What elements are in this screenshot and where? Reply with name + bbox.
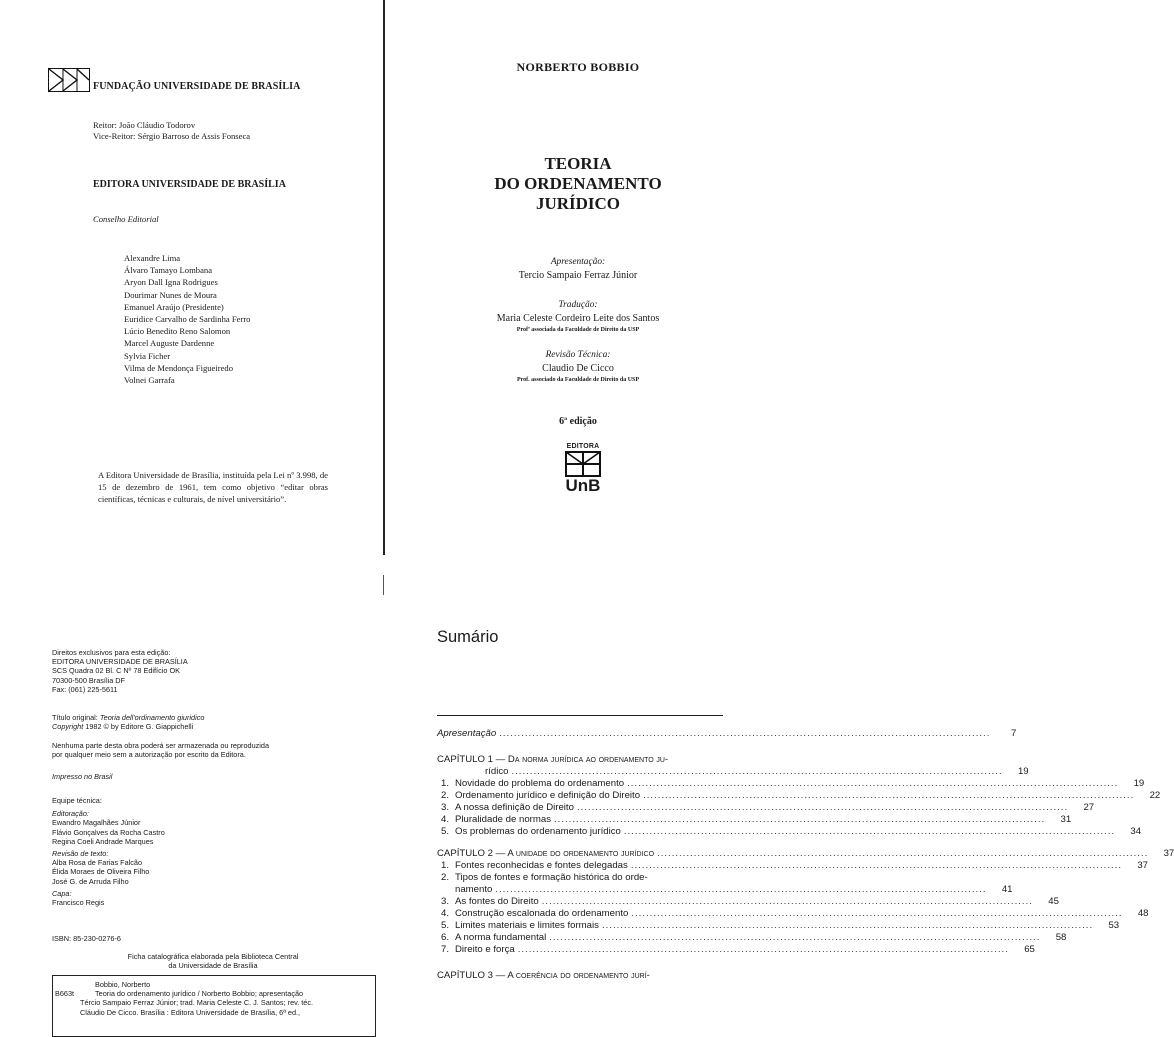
- catalog-line: Teoria do ordenamento jurídico / Norberto Bobbio; apresentação: [95, 989, 304, 999]
- toc-number: 4.: [440, 908, 449, 919]
- toc-title: Fontes reconhecidas e fontes delegadas: [455, 860, 628, 871]
- toc-leader: [627, 778, 1118, 789]
- summary-heading: Sumário: [437, 628, 499, 646]
- member: Emanuel Araújo (Presidente): [124, 301, 224, 312]
- original-title-value: Teoria dell'ordinamento giuridico: [99, 713, 205, 722]
- toc-entry: [437, 778, 1145, 790]
- foundation-name: FUNDAÇÃO UNIVERSIDADE DE BRASÍLIA: [93, 81, 301, 92]
- toc-leader: [549, 932, 1040, 943]
- editoracao-name: Flávio Gonçalves da Rocha Castro: [52, 827, 165, 837]
- toc-title: Construção escalonada do ordenamento: [455, 908, 629, 919]
- toc-leader: [518, 944, 1009, 955]
- original-title-label: Título original:: [52, 713, 98, 722]
- toc-entry: [437, 896, 1059, 908]
- conselho-label: Conselho Editorial: [93, 214, 159, 224]
- toc-title: Direito e força: [455, 944, 515, 955]
- page-gutter: [383, 0, 385, 555]
- council-members: [124, 252, 250, 386]
- toc-page-number: 27: [1083, 802, 1095, 813]
- toc-title: namento: [455, 884, 493, 895]
- toc-number: 5.: [440, 920, 449, 931]
- editoracao-name: Regina Coeli Andrade Marques: [52, 836, 154, 846]
- toc-number: 6.: [440, 932, 449, 943]
- notice-line: Nenhuma parte desta obra poderá ser armazenada ou reproduzida: [52, 741, 270, 750]
- catalog-line: Bobbio, Norberto: [95, 980, 151, 989]
- editoracao-name: Ewandro Magalhães Júnior: [52, 818, 141, 828]
- rights-line: EDITORA UNIVERSIDADE DE BRASÍLIA: [52, 657, 188, 667]
- unb-logo-mark: [564, 451, 602, 477]
- toc-title: Apresentação: [437, 728, 497, 739]
- toc-title: Limites materiais e limites formais: [455, 920, 599, 931]
- revisao-note: Prof. associado da Faculdade de Direito da USP: [516, 377, 640, 383]
- toc-entry: [437, 970, 723, 982]
- ficha-line: Ficha catalográfica elaborada pela Biblioteca Central: [127, 952, 299, 961]
- toc-number: 4.: [440, 814, 449, 825]
- toc-page-number: 34: [1130, 826, 1142, 837]
- toc-title: rídico: [485, 766, 509, 777]
- unb-logo-bottom-text: UnB: [565, 476, 601, 495]
- member: Vilma de Mendonça Figueiredo: [124, 362, 234, 373]
- toc-page-number: 37: [1137, 860, 1148, 871]
- toc-leader: [511, 766, 1002, 777]
- toc-entry: [437, 802, 1095, 814]
- catalog-code: B663t: [55, 989, 75, 998]
- toc-title: Os problemas do ordenamento jurídico: [455, 826, 621, 837]
- notice-line: por qualquer meio sem a autorização por escrito da Editora.: [52, 750, 246, 760]
- toc-page-number: 58: [1055, 932, 1067, 943]
- toc-number: 7.: [440, 944, 449, 955]
- toc-number: 3.: [440, 802, 449, 813]
- toc-title: CAPÍTULO 2 — A unidade do ordenamento jurídico: [437, 848, 655, 859]
- toc-title: CAPÍTULO 3 — A coerência do ordenamento jurí-: [437, 970, 650, 981]
- team-label: Equipe técnica:: [52, 796, 102, 805]
- ficha-block: [52, 952, 374, 970]
- toc-entry: [437, 848, 1174, 860]
- traducao-name: Maria Celeste Cordeiro Leite dos Santos: [496, 313, 660, 324]
- copyright: [52, 722, 204, 731]
- author-name: NORBERTO BOBBIO: [516, 60, 640, 74]
- unb-logo-top-text: EDITORA: [566, 443, 600, 450]
- toc-number: 5.: [440, 826, 449, 837]
- university-officials: [93, 120, 250, 142]
- toc-page-number: 7: [1011, 728, 1017, 739]
- toc-entry: [437, 814, 1072, 826]
- toc-page-number: 45: [1048, 896, 1059, 907]
- fub-logo: [48, 68, 90, 92]
- toc-leader: [499, 728, 990, 739]
- toc-leader: [602, 920, 1093, 931]
- edition: 6ª edição: [559, 416, 597, 427]
- toc-page-number: 41: [1001, 884, 1013, 895]
- isbn: ISBN: 85-230-0276-6: [52, 934, 121, 943]
- traducao-label: Tradução:: [558, 300, 598, 310]
- apresentacao-name: Tercio Sampaio Ferraz Júnior: [518, 270, 638, 281]
- revisao-label: Revisão Técnica:: [545, 350, 611, 360]
- toc-leader: [657, 848, 1148, 859]
- toc-leader: [624, 826, 1115, 837]
- editora-title: EDITORA UNIVERSIDADE DE BRASÍLIA: [93, 179, 286, 190]
- toc-title: Pluralidade de normas: [455, 814, 551, 825]
- title-line: TEORIA: [544, 154, 612, 173]
- toc-title: A nossa definição de Direito: [455, 802, 574, 813]
- toc-leader: [631, 860, 1122, 871]
- toc-leader: [643, 790, 1134, 801]
- title-line: DO ORDENAMENTO: [494, 174, 662, 193]
- team-block: [52, 796, 165, 907]
- toc-entry: [437, 884, 1013, 896]
- toc-leader: [542, 896, 1033, 907]
- toc-page-number: 53: [1108, 920, 1120, 931]
- member: Aryon Dall Igna Rodrigues: [124, 277, 218, 288]
- book-title: [388, 154, 768, 214]
- revisao-name: Élida Moraes de Oliveira Filho: [52, 867, 150, 877]
- toc-page-number: 65: [1024, 944, 1035, 955]
- capa-name: Francisco Regis: [52, 898, 105, 908]
- toc-number: 3.: [440, 896, 449, 907]
- ficha-line: da Universidade de Brasília: [168, 961, 258, 971]
- toc-leader: [495, 884, 986, 895]
- member: Sylvia Ficher: [124, 350, 171, 361]
- original-title: [52, 713, 204, 722]
- printed-in: Impresso no Brasil: [52, 772, 113, 781]
- toc-entry: [437, 860, 1148, 872]
- revisao-name: Claudio De Cicco: [542, 363, 614, 374]
- catalog-line: Cláudio De Cicco. Brasília : Editora Universidade de Brasília, 6ª ed.,: [80, 1007, 301, 1017]
- toc-entry: [437, 908, 1149, 920]
- toc-entry: [437, 790, 1161, 802]
- copyright-label: Copyright: [52, 722, 84, 732]
- toc-number: 1.: [440, 860, 449, 871]
- toc-number: 2.: [440, 872, 449, 883]
- original-title-block: [52, 713, 204, 731]
- toc-page-number: 31: [1060, 814, 1072, 825]
- toc-entry: [437, 766, 1029, 778]
- member: Marcel Auguste Dardenne: [124, 338, 215, 349]
- toc-leader: [554, 814, 1045, 825]
- traducao-note: Profª associada da Faculdade de Direito da USP: [516, 327, 640, 333]
- toc-title: Ordenamento jurídico e definição do Direito: [455, 790, 641, 801]
- apresentacao-label: Apresentação:: [550, 257, 606, 267]
- toc-entry: [437, 754, 723, 766]
- copyright-value: 1982 © by Editore G. Giappichelli: [85, 722, 194, 732]
- toc-number: 1.: [440, 778, 449, 789]
- member: Volnei Garrafa: [124, 375, 175, 386]
- toc-rule: [437, 715, 723, 716]
- editora-unb-logo: [564, 443, 602, 511]
- revisao-name: Alba Rosa de Farias Falcão: [52, 858, 143, 868]
- capa-label: Capa:: [52, 888, 72, 898]
- revisao-label: Revisão de texto:: [52, 849, 109, 859]
- reitor: Reitor: João Cláudio Todorov: [93, 120, 196, 130]
- toc-entry: [437, 728, 1017, 740]
- toc-entry: [437, 872, 723, 884]
- rights-line: Direitos exclusivos para esta edição:: [52, 648, 171, 657]
- member: Álvaro Tamayo Lombana: [124, 265, 213, 276]
- rights-line: 70300-500 Brasília DF: [52, 675, 126, 685]
- revisao-name: José G. de Arruda Filho: [52, 876, 129, 886]
- member: Dourimar Nunes de Moura: [124, 289, 217, 300]
- member: Euridice Carvalho de Sardinha Ferro: [124, 314, 251, 325]
- toc-entry: [437, 944, 1035, 956]
- rights-line: SCS Quadra 02 Bl. C Nº 78 Edifício OK: [52, 666, 180, 676]
- toc-leader: [631, 908, 1122, 919]
- page-gutter-lower: [383, 575, 384, 595]
- toc-title: A norma fundamental: [455, 932, 547, 943]
- member: Alexandre Lima: [124, 253, 181, 263]
- toc-page-number: 22: [1149, 790, 1161, 801]
- toc-entry: [437, 920, 1120, 932]
- catalog-entry: [80, 980, 372, 1017]
- vice-reitor: Vice-Reitor: Sérgio Barroso de Assis Fonseca: [93, 131, 251, 141]
- editora-description: A Editora Universidade de Brasília, instituída pela Lei nº 3.998, de 15 de dezembro de 1961, tem como objetivo “editar obras científicas, técnicas e culturais, de nível universitário”.: [98, 470, 328, 504]
- rights-line: Fax: (061) 225-5611: [52, 684, 118, 694]
- toc-title: Tipos de fontes e formação histórica do orde-: [455, 872, 648, 883]
- toc-page-number: 37: [1163, 848, 1174, 859]
- title-line: JURÍDICO: [535, 194, 621, 213]
- catalog-line: Tércio Sampaio Ferraz Júnior; trad. Maria Celeste C. J. Santos; rev. téc.: [80, 998, 314, 1008]
- toc-page-number: 19: [1133, 778, 1145, 789]
- toc-number: 2.: [440, 790, 449, 801]
- toc-page-number: 19: [1017, 766, 1029, 777]
- notice-block: [52, 741, 269, 759]
- toc-title: As fontes do Direito: [455, 896, 539, 907]
- toc-entry: [437, 932, 1067, 944]
- rights-block: [52, 648, 188, 694]
- toc-page-number: 48: [1137, 908, 1149, 919]
- toc-title: CAPÍTULO 1 — Da norma jurídica ao ordenamento ju-: [437, 754, 669, 765]
- member: Lúcio Benedito Reno Salomon: [124, 326, 231, 337]
- editoracao-label: Editoração:: [52, 809, 89, 819]
- toc-leader: [577, 802, 1068, 813]
- toc-entry: [437, 826, 1142, 838]
- toc-title: Novidade do problema do ordenamento: [455, 778, 625, 789]
